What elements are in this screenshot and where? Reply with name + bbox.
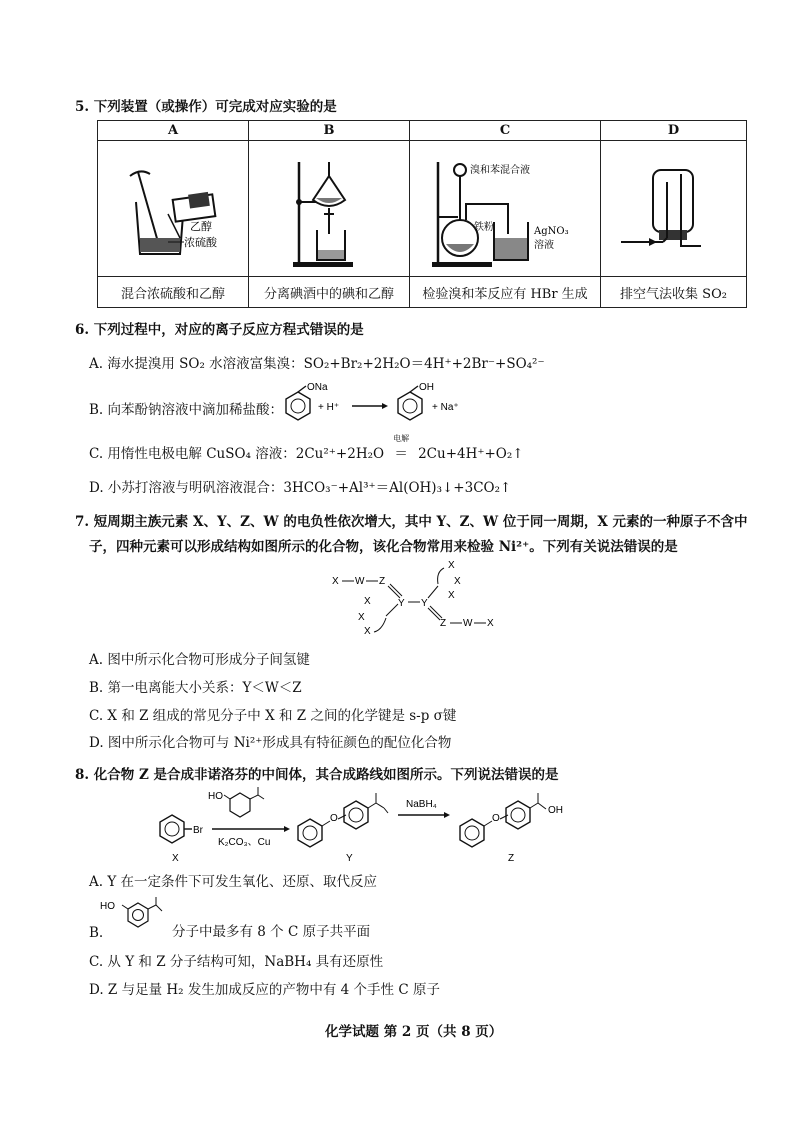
label-iron: 铁粉: [474, 222, 494, 233]
ona-label: ONa: [307, 382, 328, 393]
col-d-header: D: [601, 121, 747, 141]
q8-option-d: D. Z 与足量 H₂ 发生加成反应的产物中有 4 个手性 C 原子: [89, 982, 440, 998]
name-x: X: [172, 853, 179, 864]
ether-o-y: O: [330, 813, 338, 824]
q6-c-left: C. 用惰性电极电解 CuSO₄ 溶液：2Cu²⁺+2H₂O: [89, 446, 385, 462]
q7-stem-line1: 7. 短周期主族元素 X、Y、Z、W 的电负性依次增大，其中 Y、Z、W 位于同一周期，X 元素的一种原子不含中: [75, 514, 748, 530]
apparatus-table: [97, 120, 747, 308]
caption-d: 排空气法收集 SO₂: [601, 277, 747, 308]
atom-x1: X: [332, 576, 339, 587]
apparatus-c-figure: [410, 141, 601, 277]
oh-label: OH: [419, 382, 434, 393]
atom-x3: X: [448, 560, 455, 571]
plus-na: + Na⁺: [432, 402, 459, 413]
apparatus-d-figure: [601, 141, 747, 277]
oh-label-z: OH: [548, 805, 563, 816]
atom-w2: W: [463, 618, 473, 629]
q8-option-c: C. 从 Y 和 Z 分子结构可知，NaBH₄ 具有还原性: [89, 954, 384, 970]
atom-z1: Z: [379, 576, 386, 587]
q7-structure: [330, 558, 510, 642]
atom-w1: W: [355, 576, 365, 587]
page-footer: 化学试题 第 2 页（共 8 页）: [325, 1024, 503, 1040]
q8-option-b: 分子中最多有 8 个 C 原子共平面: [172, 924, 371, 940]
reagent-k2co3: K₂CO₃、Cu: [218, 837, 271, 848]
plus-h: + H⁺: [318, 402, 340, 413]
q7-option-a: A. 图中所示化合物可形成分子间氢键: [89, 652, 310, 668]
q6-option-a: A. 海水提溴用 SO₂ 水溶液富集溴：SO₂+Br₂+2H₂O＝4H⁺+2Br⁻+SO₄²⁻: [89, 356, 545, 372]
name-y: Y: [346, 853, 353, 864]
br-label: Br: [193, 825, 203, 836]
label-sulfuric: 浓硫酸: [184, 236, 217, 249]
label-solution: 溶液: [534, 240, 554, 251]
q6-stem: 6. 下列过程中，对应的离子反应方程式错误的是: [75, 322, 364, 338]
atom-x8: X: [364, 626, 371, 637]
col-b-header: B: [249, 121, 410, 141]
atom-x5: X: [448, 590, 455, 601]
label-ethanol: 乙醇: [190, 220, 212, 233]
caption-a: 混合浓硫酸和乙醇: [98, 277, 249, 308]
q8-b-structure: [100, 895, 170, 941]
ho-label-b: HO: [100, 901, 115, 912]
q8-stem: 8. 化合物 Z 是合成非诺洛芬的中间体，其合成路线如图所示。下列说法错误的是: [75, 767, 559, 783]
q5-stem: 5. 下列装置（或操作）可完成对应实验的是: [75, 99, 337, 115]
atom-x6: X: [364, 596, 371, 607]
col-a-header: A: [98, 121, 249, 141]
atom-x7: X: [358, 612, 365, 623]
q8-option-a: A. Y 在一定条件下可发生氧化、还原、取代反应: [89, 874, 378, 890]
q7-option-c: C. X 和 Z 组成的常见分子中 X 和 Z 之间的化学键是 s-p σ键: [89, 708, 457, 724]
caption-c: 检验溴和苯反应有 HBr 生成: [410, 277, 601, 308]
q8-option-b-letter: B.: [89, 925, 104, 941]
q6-option-d: D. 小苏打溶液与明矾溶液混合：3HCO₃⁻+Al³⁺＝Al(OH)₃↓+3CO₂↑: [89, 480, 512, 496]
label-mixture: 溴和苯混合液: [470, 165, 530, 176]
atom-y2: Y: [421, 598, 428, 609]
atom-z2: Z: [440, 618, 447, 629]
caption-b: 分离碘酒中的碘和乙醇: [249, 277, 410, 308]
q6-c-right: 2Cu+4H⁺+O₂↑: [418, 446, 524, 462]
nabh4-label: NaBH₄: [406, 799, 437, 810]
label-agno3: AgNO₃: [534, 226, 569, 237]
reagent-ho: HO: [208, 791, 223, 802]
apparatus-b-figure: [249, 141, 410, 277]
col-c-header: C: [410, 121, 601, 141]
q6-option-c: C. 用惰性电极电解 CuSO₄ 溶液：2Cu²⁺+2H₂O 电解 ＝ 2Cu+4H⁺+O₂↑: [89, 434, 524, 462]
name-z: Z: [508, 853, 515, 864]
q7-option-d: D. 图中所示化合物可与 Ni²⁺形成具有特征颜色的配位化合物: [89, 735, 452, 751]
atom-x2: X: [487, 618, 494, 629]
atom-x4: X: [454, 576, 461, 587]
q7-stem-line2: 子，四种元素可以形成结构如图所示的化合物，该化合物常用来检验 Ni²⁺。下列有关说法错误的是: [89, 539, 678, 555]
ether-o-z: O: [492, 813, 500, 824]
phenoxide-equation: [278, 382, 508, 424]
q8-synthesis-route: [150, 785, 570, 865]
q7-option-b: B. 第一电离能大小关系：Y＜W＜Z: [89, 680, 302, 696]
q6-option-b: B. 向苯酚钠溶液中滴加稀盐酸：: [89, 402, 284, 418]
atom-y1: Y: [398, 598, 405, 609]
electrolysis-label: 电解: [393, 434, 410, 443]
apparatus-a-figure: [98, 141, 249, 277]
